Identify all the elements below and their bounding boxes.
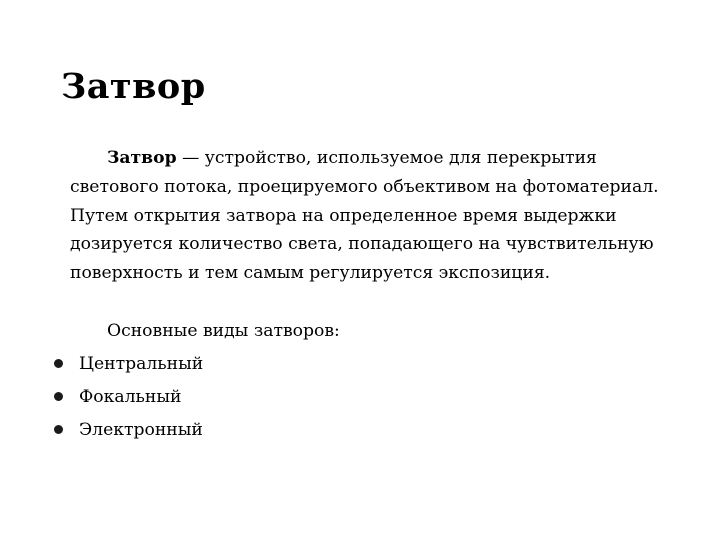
list-item-label: Фокальный (79, 387, 182, 407)
types-heading: Основные виды затворов: (107, 321, 340, 341)
list-item (53, 416, 203, 449)
list-item-label: Центральный (79, 354, 204, 374)
bullet-icon (54, 392, 63, 401)
slide-title: Затвор (61, 66, 206, 107)
bullet-icon (54, 425, 63, 434)
definition-text: — устройство, используемое для перекрытия светового потока, проецируемого объективом на фотоматериал. Путем открытия затвора на определенное время выдержки дозируется количество света, попадающего на чувствительную поверхность и тем самым регулируется экспозиция. (70, 148, 659, 284)
bullet-icon (54, 359, 63, 368)
list-item (53, 383, 203, 416)
list-item (53, 350, 203, 383)
types-list (53, 350, 203, 449)
definition-paragraph (70, 144, 690, 288)
list-item-label: Электронный (79, 420, 203, 440)
definition-term: Затвор (107, 148, 177, 168)
